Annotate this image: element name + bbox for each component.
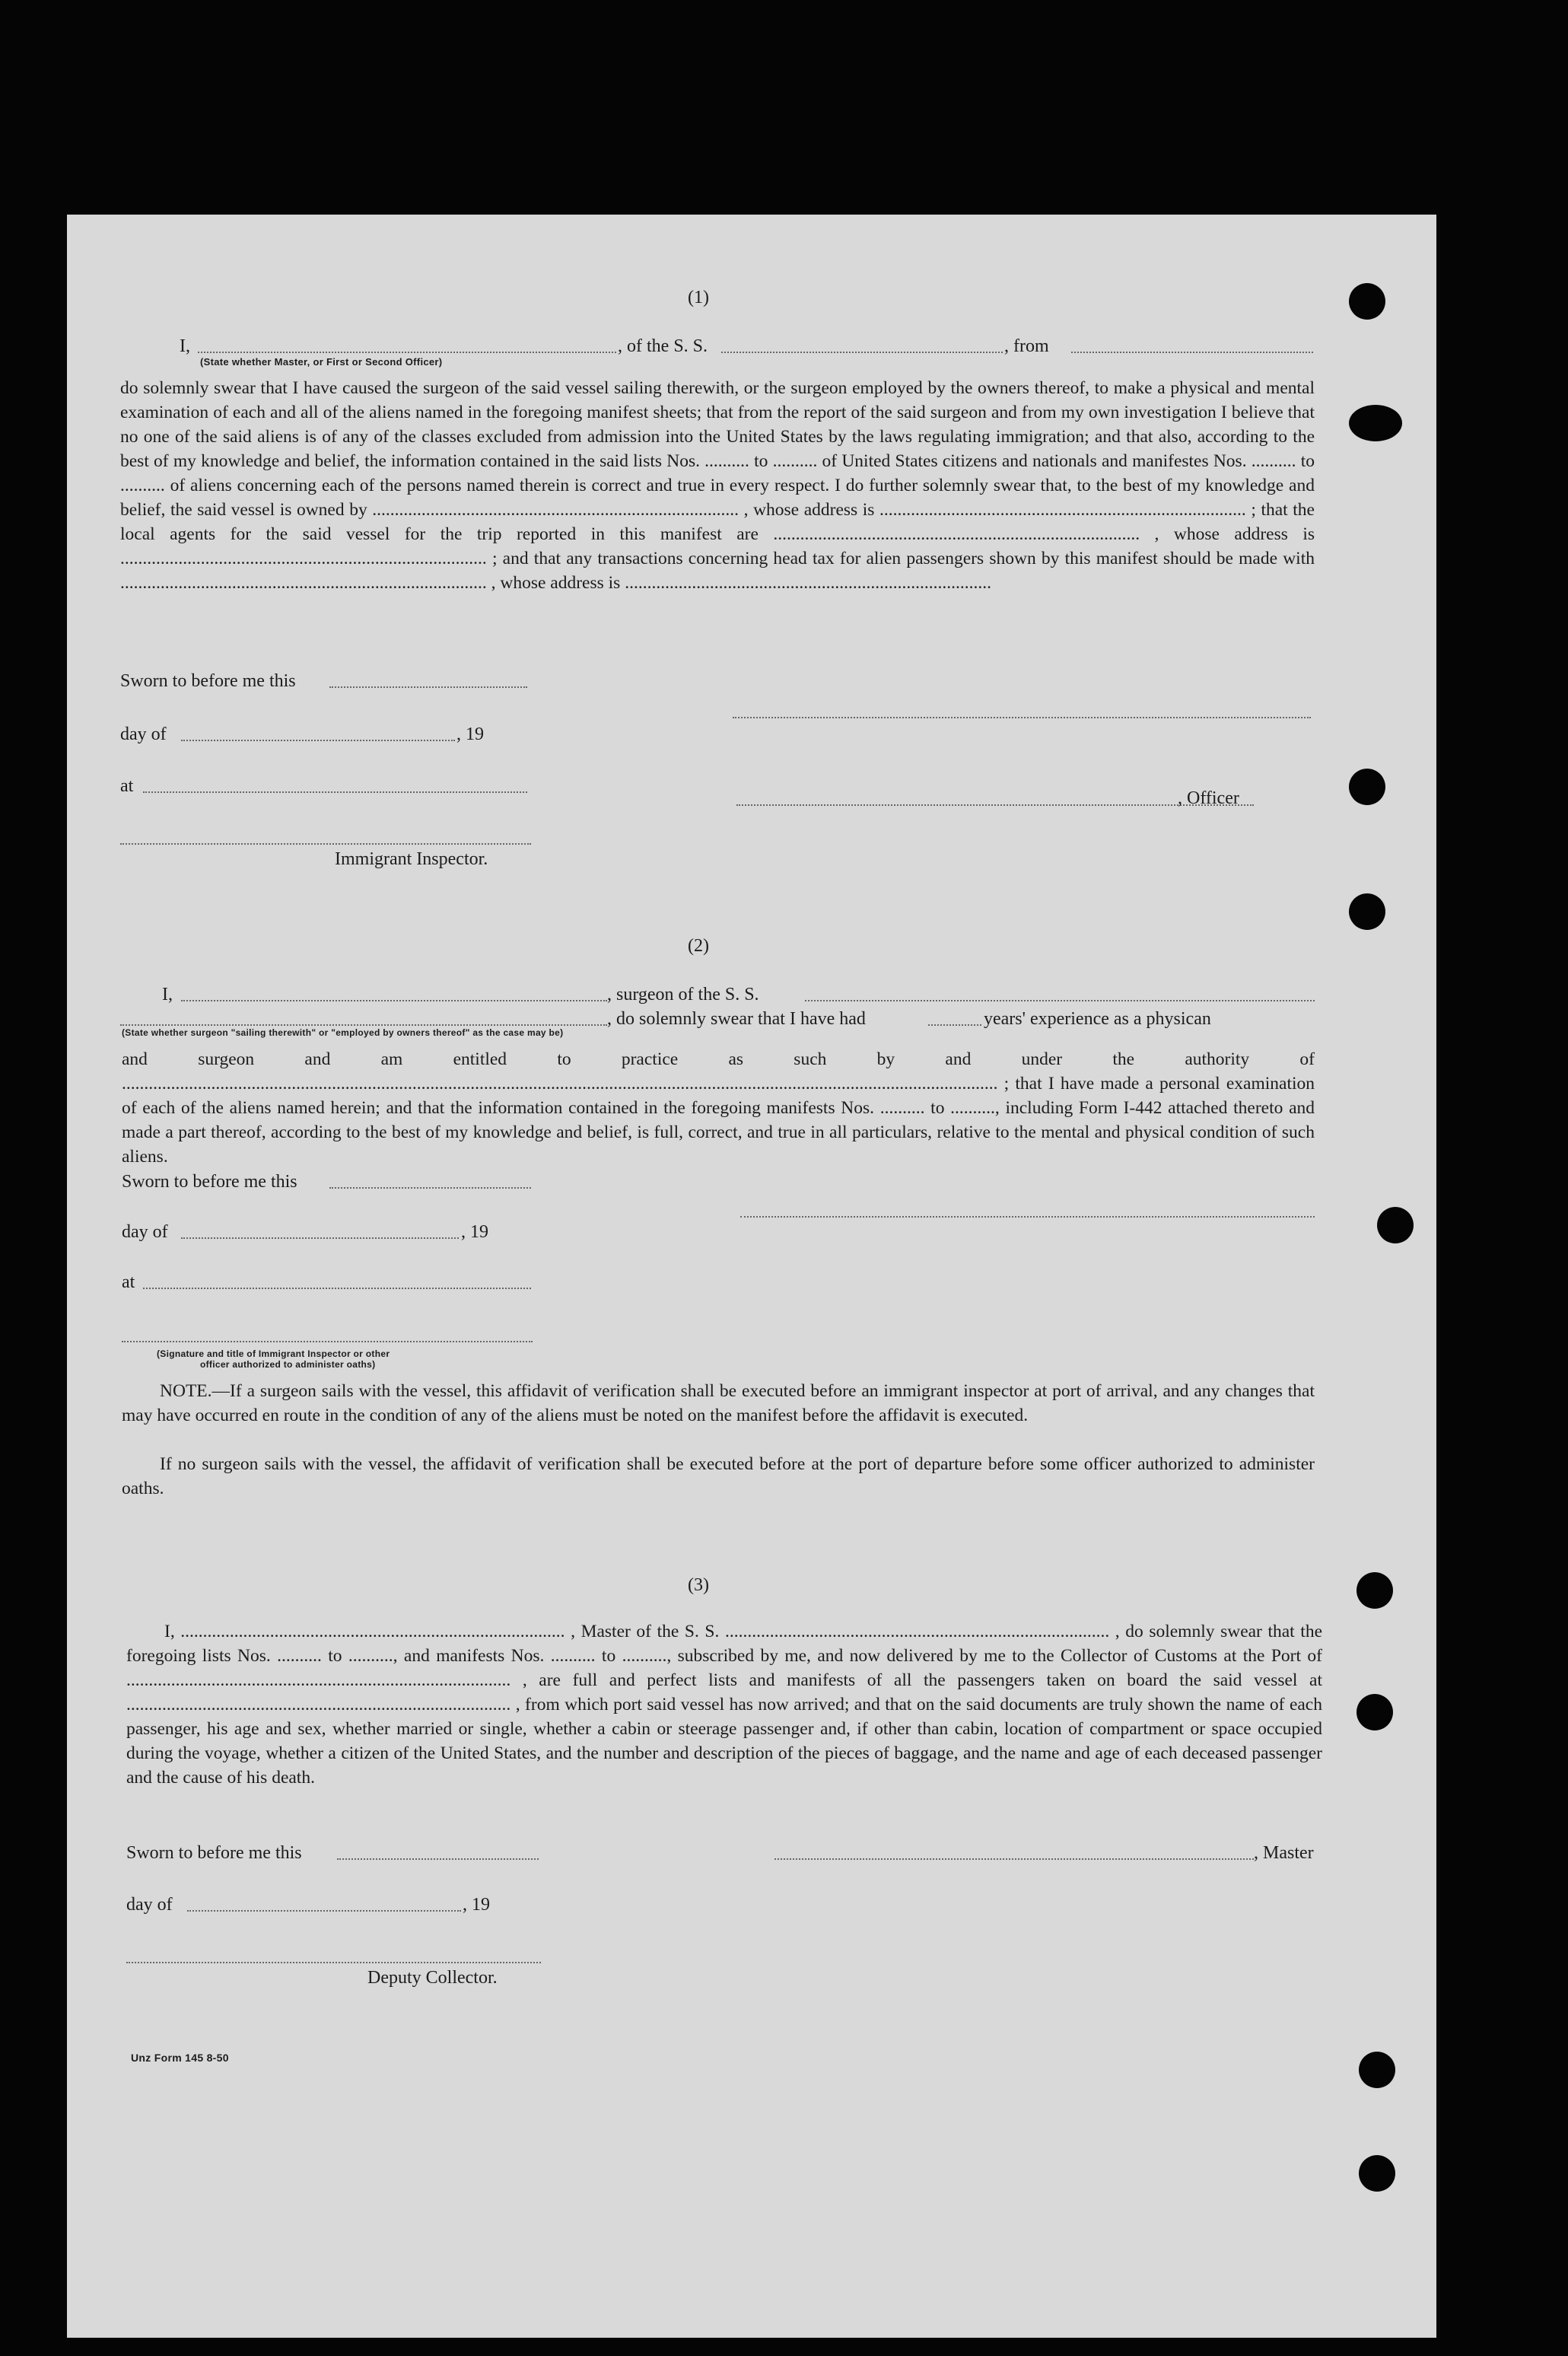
s2-swear-label: , do solemnly swear that I have had xyxy=(607,1009,866,1029)
s2-note-2-text: If no surgeon sails with the vessel, the affidavit of verification shall be executed before at the port of departure before some officer authorized to administer oaths. xyxy=(122,1454,1315,1498)
s3-body-text: I, ...................................................................................... , Master of the S. S. ...................................................................................... , do solemnly swear that the foregoing lists Nos. .......... to .........., and manifests Nos. .......... to .........., subscribed by me, and now delivered by me to the Collector of Customs at the Port of ...................................................................................... , are full and perfect lists and manifests of all the passengers taken on board the said vessel at ...................................................................................... , from which port said vessel has now arrived; and that on the said documents are truly shown the name of each passenger, his age and sex, whether married or single, whether a cabin or steerage passenger and, if other than cabin, location of compartment or space occupied during the voyage, whether a citizen of the United States, and the number and description of the pieces of baggage, and the name and age of each deceased passenger and the cause of his death. xyxy=(126,1622,1322,1788)
s1-at-label: at xyxy=(120,776,134,796)
s1-year-label: , 19 xyxy=(456,724,484,744)
s1-inspector-line[interactable] xyxy=(120,843,531,845)
s2-sworn-field[interactable] xyxy=(329,1187,531,1189)
s3-body xyxy=(126,1619,1322,1790)
binder-hole-icon xyxy=(1356,1694,1393,1730)
s1-at-field[interactable] xyxy=(143,791,527,793)
s3-master-label: , Master xyxy=(1254,1843,1314,1863)
s1-body xyxy=(120,376,1315,595)
s1-vessel-field[interactable] xyxy=(721,352,1003,353)
binder-hole-icon xyxy=(1377,1207,1414,1243)
s3-day-of-label: day of xyxy=(126,1895,173,1915)
s2-status-field[interactable] xyxy=(120,1024,607,1026)
s3-sworn-field[interactable] xyxy=(337,1858,539,1860)
binder-hole-icon xyxy=(1356,1572,1393,1609)
s2-note-1-text: NOTE.—If a surgeon sails with the vessel, this affidavit of verification shall be executed before an immigrant inspector at port of arrival, and any changes that may have occurred en route in the condition of any of the aliens must be noted on the manifest before the affidavit is executed. xyxy=(122,1381,1315,1425)
s1-day-of-label: day of xyxy=(120,724,167,744)
s1-body-text: do solemnly swear that I have caused the surgeon of the said vessel sailing therewith, or the surgeon employed by the owners thereof, to make a physical and mental examination of each and all of the aliens named in the foregoing manifest sheets; that from the report of the said surgeon and from my own investigation I believe that no one of the said aliens is of any of the classes excluded from admission into the United States by the laws regulating immigration; and that also, according to the best of my knowledge and belief, the information contained in the said lists Nos. .......... to .......... of United States citizens and nationals and manifestes Nos. .......... to .......... of aliens concerning each of the persons named therein is correct and true in every respect. I do further solemnly swear that, to the best of my knowledge and belief, the said vessel is owned by .................................................................................. , whose address is .................................................................................. ; that the local agents for the said vessel for the trip reported in this manifest are .................................................................................. , whose address is .................................................................................. ; and that any transactions concerning head tax for alien passengers shown by this manifest should be made with .................................................................................. , whose address is .................................................................................. xyxy=(120,378,1315,593)
s2-surgeon-name-field[interactable] xyxy=(181,1000,607,1001)
s1-signature-line[interactable] xyxy=(733,717,1311,718)
s1-of-ss-label: , of the S. S. xyxy=(618,336,708,356)
section-3-number: (3) xyxy=(688,1575,709,1595)
s2-vessel-field[interactable] xyxy=(805,1000,1315,1001)
form-page xyxy=(67,215,1436,2338)
s2-caption: (State whether surgeon "sailing therewith" or "employed by owners thereof" as the case may be) xyxy=(122,1027,564,1038)
s2-surgeon-label: , surgeon of the S. S. xyxy=(607,985,759,1004)
s3-sworn-label: Sworn to before me this xyxy=(126,1843,302,1863)
s1-from-field[interactable] xyxy=(1071,352,1313,353)
s1-from-label: , from xyxy=(1004,336,1049,356)
s2-signature-line[interactable] xyxy=(740,1216,1315,1218)
s1-inspector-label: Immigrant Inspector. xyxy=(335,849,488,869)
s3-collector-label: Deputy Collector. xyxy=(367,1968,498,1988)
s2-body xyxy=(122,1047,1315,1169)
s2-day-of-label: day of xyxy=(122,1222,168,1242)
s2-years-label: years' experience as a physican xyxy=(984,1009,1211,1029)
section-1-number: (1) xyxy=(688,288,709,307)
s1-day-field[interactable] xyxy=(181,740,455,741)
s2-sworn-label: Sworn to before me this xyxy=(122,1172,297,1192)
binder-hole-icon xyxy=(1349,769,1385,805)
binder-hole-icon xyxy=(1349,405,1402,441)
binder-hole-icon xyxy=(1359,2155,1395,2192)
form-number: Unz Form 145 8-50 xyxy=(131,2052,229,2064)
s1-sworn-label: Sworn to before me this xyxy=(120,671,296,691)
s2-inspector-line[interactable] xyxy=(122,1341,533,1342)
s1-officer-label: , Officer xyxy=(1178,788,1239,808)
s2-day-field[interactable] xyxy=(181,1237,459,1239)
s2-year-label: , 19 xyxy=(461,1222,488,1242)
s2-sig-caption-2: officer authorized to administer oaths) xyxy=(200,1359,376,1370)
binder-hole-icon xyxy=(1349,283,1385,320)
s3-collector-line[interactable] xyxy=(126,1962,541,1963)
s2-note-2 xyxy=(122,1452,1315,1501)
binder-hole-icon xyxy=(1349,893,1385,930)
s2-i-label: I, xyxy=(162,985,173,1004)
s3-day-field[interactable] xyxy=(187,1910,461,1912)
binder-hole-icon xyxy=(1359,2052,1395,2088)
s2-sig-caption-1: (Signature and title of Immigrant Inspector or other xyxy=(157,1348,390,1359)
s1-officer-name-field[interactable] xyxy=(198,352,616,353)
s2-at-field[interactable] xyxy=(143,1288,531,1289)
s1-officer-line[interactable] xyxy=(736,804,1254,806)
s2-years-field[interactable] xyxy=(928,1024,981,1026)
section-2-number: (2) xyxy=(688,936,709,956)
s3-master-line[interactable] xyxy=(774,1858,1254,1860)
s2-note-1 xyxy=(122,1379,1315,1428)
s2-body-text: and surgeon and am entitled to practice as such by and under the authority of .................................................................................................................................................................................................... ; that I have made a personal examination of each of the aliens named herein; and that the information contained in the foregoing manifests Nos. .......... to .........., including Form I-442 attached thereto and made a part thereof, according to the best of my knowledge and belief, is full, correct, and true in all particulars, relative to the mental and physical condition of such aliens. xyxy=(122,1049,1315,1167)
s1-caption: (State whether Master, or First or Second Officer) xyxy=(200,356,443,368)
s1-sworn-field[interactable] xyxy=(329,686,527,688)
s3-year-label: , 19 xyxy=(463,1895,490,1915)
s1-i-label: I, xyxy=(180,336,190,356)
s2-at-label: at xyxy=(122,1272,135,1292)
